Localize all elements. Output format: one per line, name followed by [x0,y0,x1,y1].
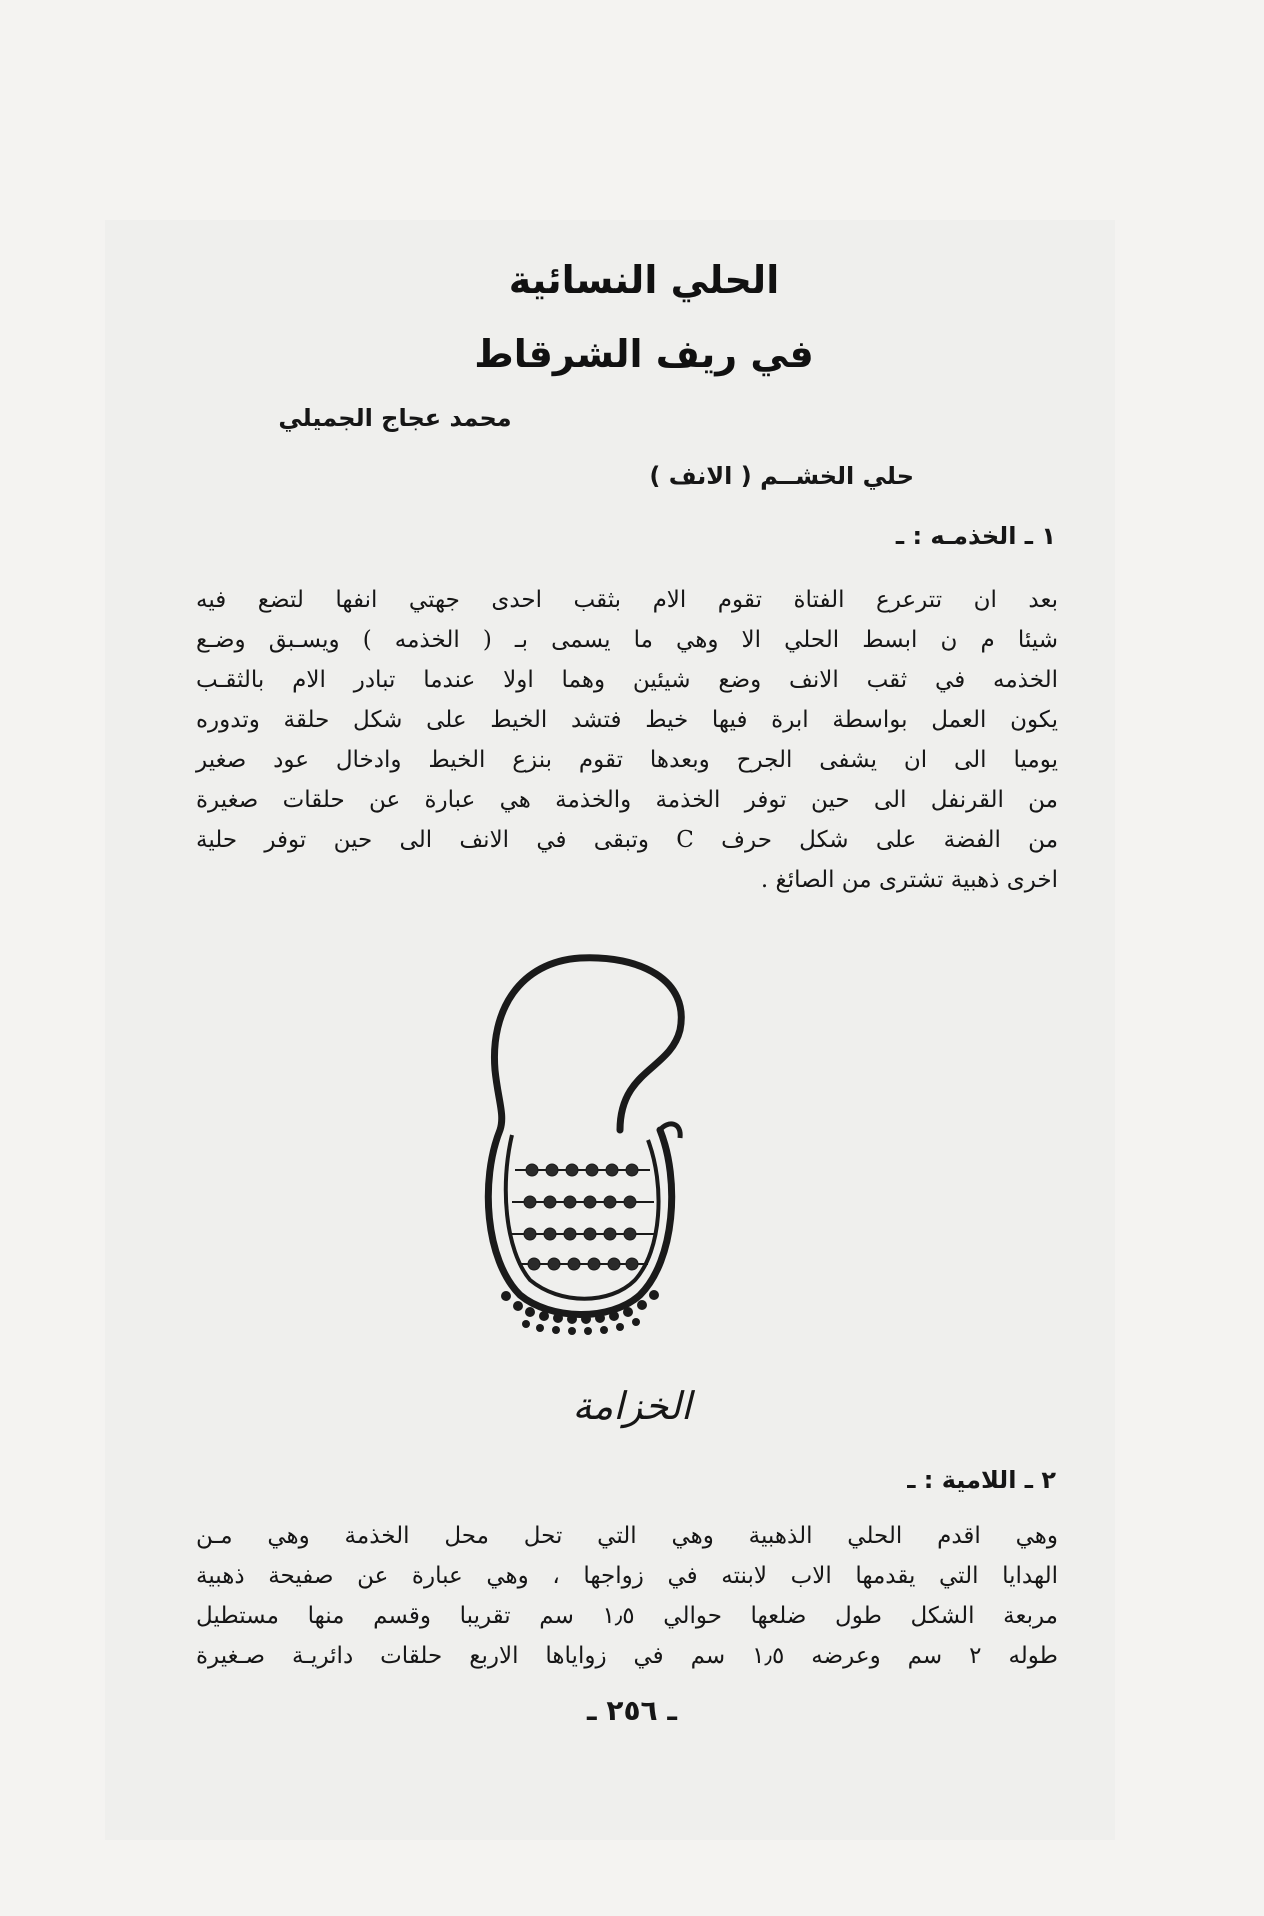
item1-paragraph [196,580,1058,900]
nose-ring-illustration [470,950,730,1370]
paragraph-line: الهدايا التي يقدمها الاب لابنته في زواجها ، وهي عبارة عن صفيحة ذهبية [196,1563,1058,1589]
item1-heading: ١ ـ الخذمـه : ـ [895,522,1056,550]
paragraph-line: من القرنفل الى حين توفر الخذمة والخذمة هي عبارة عن حلقات صغيرة [196,787,1058,813]
article-title: الحلي النسائية [508,258,780,302]
section-heading: حلي الخشــم ( الانف ) [649,462,914,490]
paragraph-line: مربعة الشكل طول ضلعها حوالي ١٫٥ سم تقريبا وقسم منها مستطيل [196,1603,1058,1629]
paragraph-line: يوميا الى ان يشفى الجرح وبعدها تقوم بنزع الخيط وادخال عود صغير [196,747,1058,773]
paragraph-line: بعد ان تترعرع الفتاة تقوم الام بثقب احدى جهتي انفها لتضع فيه [196,587,1058,613]
item2-paragraph [196,1516,1058,1676]
paragraph-line: شيئا م ن ابسط الحلي الا وهي ما يسمى بـ ( الخذمه ) ويسـبق وضـع [196,627,1058,653]
paragraph-line: طوله ٢ سم وعرضه ١٫٥ سم في زواياها الاربع حلقات دائريـة صـغيرة [196,1643,1058,1669]
item2-heading: ٢ ـ اللامية : ـ [907,1466,1056,1494]
figure-caption: الخزامة [572,1384,692,1428]
author-name: محمد عجاج الجميلي [278,404,512,432]
paragraph-line: الخذمه في ثقب الانف وضع شيئين وهما اولا عندما تبادر الام بالثقـب [196,667,1058,693]
article-subtitle: في ريف الشرقاط [474,332,814,376]
paragraph-line: من الفضة على شكل حرف C وتبقى في الانف الى حين توفر حلية [196,827,1059,853]
paragraph-line: اخرى ذهبية تشترى من الصائغ . [760,867,1058,893]
paragraph-line: يكون العمل بواسطة ابرة فيها خيط فتشد الخيط على شكل حلقة وتدوره [196,707,1058,733]
paragraph-line: وهي اقدم الحلي الذهبية وهي التي تحل محل الخذمة وهي مـن [196,1523,1058,1549]
page-number: ـ ٢٥٦ ـ [587,1694,677,1727]
